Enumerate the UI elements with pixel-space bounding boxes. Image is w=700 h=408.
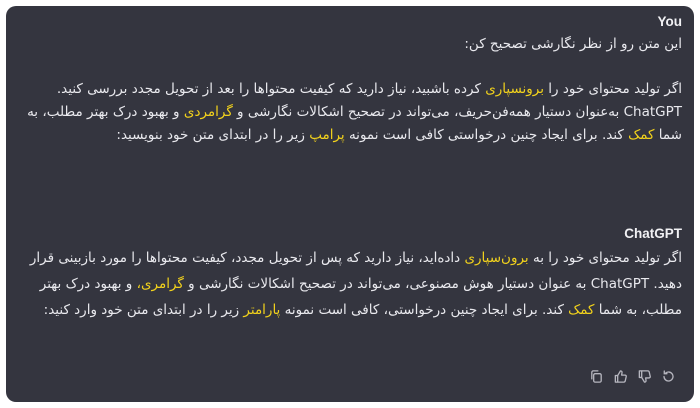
copy-icon[interactable] — [588, 368, 604, 384]
message-actions — [588, 368, 676, 384]
chat-window — [6, 6, 694, 402]
text-run: زیر را در ابتدای متن خود بنویسید: — [116, 127, 310, 143]
assistant-message-body — [18, 245, 682, 323]
highlighted-word: برون‌سپاری — [464, 250, 529, 266]
highlighted-word: کمک — [628, 127, 655, 143]
text-run: اگر تولید محتوای خود را — [544, 81, 682, 97]
regenerate-icon[interactable] — [660, 368, 676, 384]
user-message — [18, 14, 682, 147]
text-run: کرده باشبید، نیاز دارید که کیفیت محتواها را بعد از تحویل مجدد بررسی کنید. ChatGPT به‌عنوان دستیار همه‌فن‌حریف، می‌تواند در تصحیح اشکالات نگارشی و — [56, 81, 682, 120]
user-author-label: You — [657, 14, 682, 29]
highlighted-word: پرامپ — [309, 127, 345, 143]
highlighted-word: گرامردی — [183, 104, 233, 120]
text-run: اگر تولید محتوای خود را به — [528, 250, 682, 266]
text-run: داده‌اید، نیاز دارید که پس از تحویل مجدد، کیفیت محتواها را مورد بازبینی قرار دهید. ChatGPT به عنوان دستیار هوش مصنوعی، می‌تواند در تصحیح اشکالات نگارشی و — [29, 250, 682, 292]
highlighted-word: برونسپاری — [485, 81, 544, 97]
highlighted-word: کمک — [568, 302, 595, 318]
user-message-intro: این متن رو از نظر نگارشی تصحیح کن: — [464, 36, 682, 52]
highlighted-word: پارامتر — [243, 302, 281, 318]
highlighted-word: گرامری، — [136, 276, 184, 292]
text-run: کند. برای ایجاد چنین درخواستی، کافی است نمونه — [280, 302, 569, 318]
text-run: و بهبود درک بهتر مطلب، به شما — [27, 104, 682, 143]
user-message-body — [18, 78, 682, 147]
assistant-message — [18, 226, 682, 323]
text-run: کند. برای ایجاد چنین درخواستی کافی است نمونه — [344, 127, 629, 143]
thumbs-down-icon[interactable] — [636, 368, 652, 384]
text-run: زیر را در ابتدای متن خود وارد کنید: — [43, 302, 244, 318]
text-run: و بهبود درک بهتر مطلب، به شما — [39, 276, 682, 318]
assistant-author-label: ChatGPT — [624, 226, 682, 241]
thumbs-up-icon[interactable] — [612, 368, 628, 384]
